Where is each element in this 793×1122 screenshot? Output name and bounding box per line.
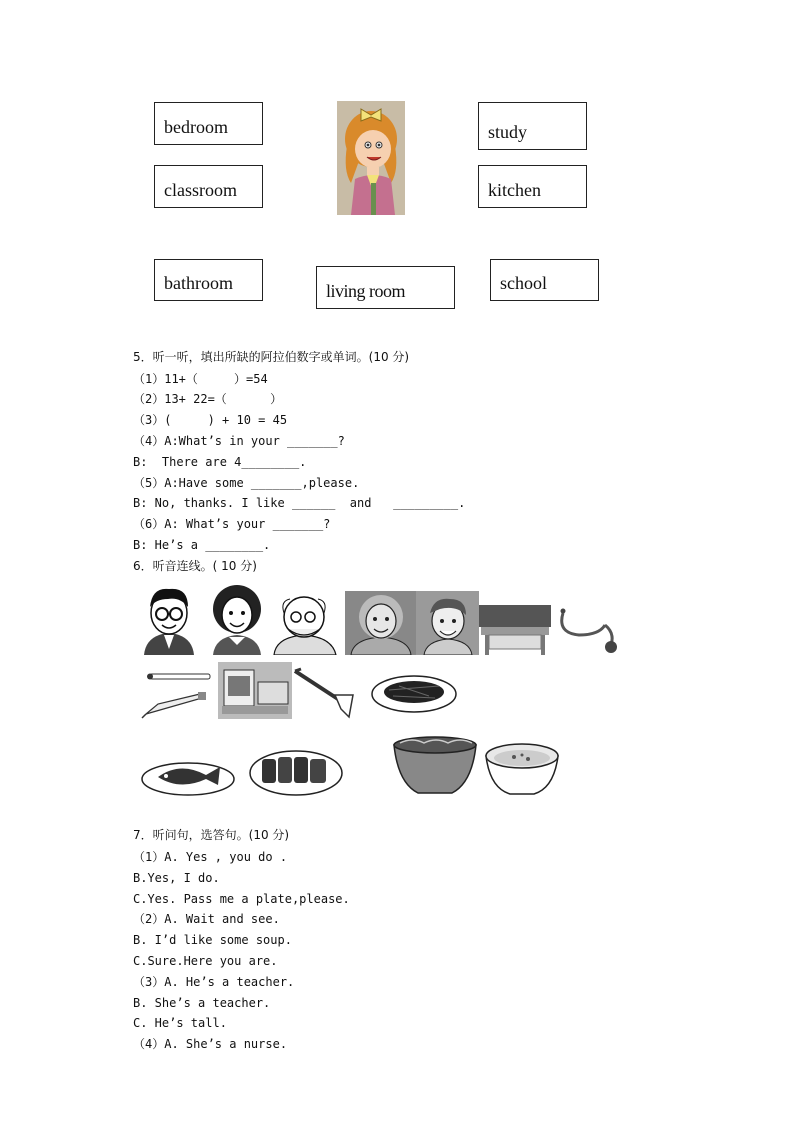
- stethoscope-picture: [555, 603, 627, 655]
- girl-illustration: [337, 101, 405, 215]
- section7-line-4: （2）A. Wait and see.: [133, 912, 280, 926]
- boy-picture: [416, 591, 479, 655]
- section7-line-3: C.Yes. Pass me a plate,please.: [133, 892, 350, 906]
- section7-line-8: B. She’s a teacher.: [133, 996, 271, 1010]
- section7-line-6: C.Sure.Here you are.: [133, 954, 278, 968]
- green-beans-plate-picture: [369, 668, 459, 716]
- section5-line-7: B: No, thanks. I like ______ and _________.: [133, 496, 466, 510]
- section7-line-1: （1）A. Yes , you do .: [133, 850, 288, 864]
- desk-picture: [479, 605, 551, 655]
- section7-line-2: B.Yes, I do.: [133, 871, 220, 885]
- label-living-room: living room: [316, 266, 455, 309]
- label-kitchen: kitchen: [478, 165, 587, 208]
- section7-line-9: C. He’s tall.: [133, 1016, 227, 1030]
- section5-line-8: （6）A: What’s your _______?: [133, 517, 331, 531]
- section5-heading: 5．听一听，填出所缺的阿拉伯数字或单词。(10 分): [133, 350, 410, 364]
- section5-line-4: （4）A:What’s in your _______?: [133, 434, 345, 448]
- cash-register-picture: [218, 662, 292, 719]
- woman-smiling-picture: [205, 583, 269, 655]
- beef-plate-picture: [248, 745, 344, 797]
- section5-line-6: （5）A:Have some _______,please.: [133, 476, 360, 490]
- section7-line-10: （4）A. She’s a nurse.: [133, 1037, 288, 1051]
- label-classroom: classroom: [154, 165, 263, 208]
- section5-line-3: （3）( ) + 10 = 45: [133, 413, 288, 427]
- grandpa-picture: [270, 591, 345, 655]
- section5-line-9: B: He’s a ________.: [133, 538, 271, 552]
- axe-picture: [291, 665, 365, 720]
- section7-line-5: B. I’d like some soup.: [133, 933, 292, 947]
- man-with-glasses-picture: [138, 583, 200, 655]
- soup-bowl-picture: [482, 738, 562, 796]
- label-school: school: [490, 259, 599, 301]
- grandma-picture: [345, 591, 417, 655]
- fish-plate-picture: [140, 755, 236, 797]
- thermometer-syringe-picture: [140, 668, 212, 720]
- section7-line-7: （3）A. He’s a teacher.: [133, 975, 295, 989]
- section5-line-5: B: There are 4________.: [133, 455, 307, 469]
- section5-line-2: （2）13+ 22=（ ）: [133, 392, 283, 406]
- noodles-bowl-picture: [392, 733, 478, 797]
- label-bedroom: bedroom: [154, 102, 263, 145]
- section7-heading: 7．听问句，选答句。(10 分): [133, 828, 290, 842]
- section5-line-1: （1）11+（ ）=54: [133, 372, 268, 386]
- section6-heading: 6．听音连线。( 10 分): [133, 559, 257, 573]
- label-bathroom: bathroom: [154, 259, 263, 301]
- label-study: study: [478, 102, 587, 150]
